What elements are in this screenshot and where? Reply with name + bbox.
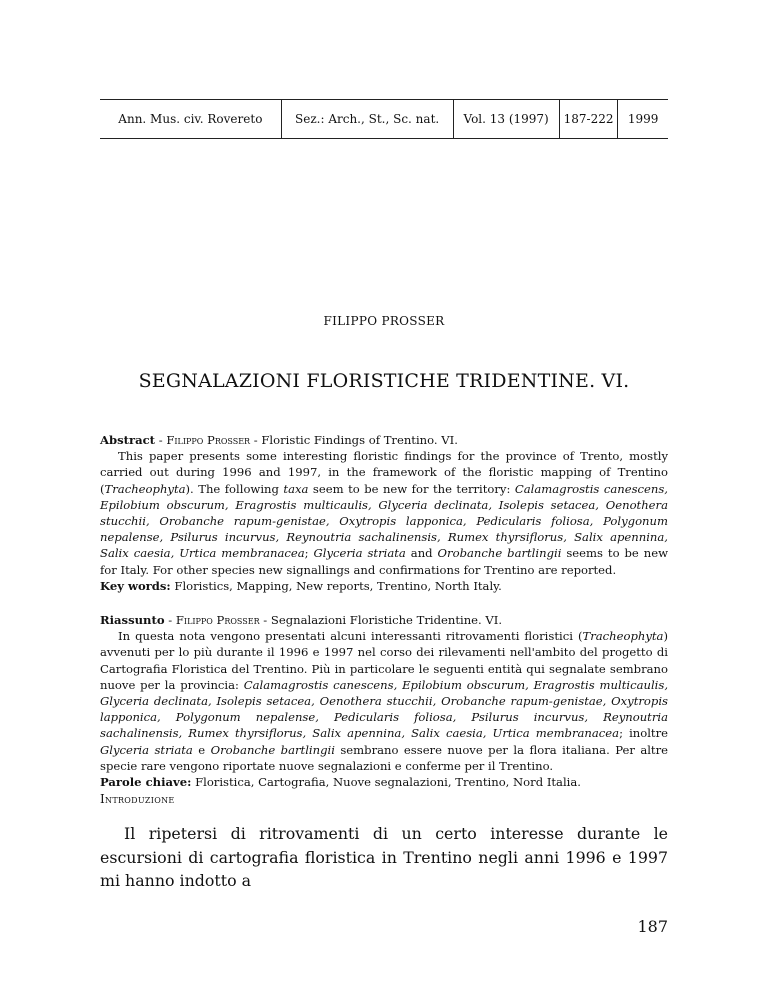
riassunto-italic: Orobanche bartlingii [210, 742, 335, 757]
parole-chiave-label: Parole chiave: [100, 775, 192, 790]
riassunto-text [100, 628, 668, 774]
abstract-italic: Tracheophyta [104, 481, 186, 496]
riassunto-heading-title: Segnalazioni Floristiche Tridentine. VI. [270, 613, 503, 627]
keywords-label: Key words: [100, 578, 171, 593]
abstract-part: seems to be new for Italy. For other species new signallings and confirmations for Trentino are reported. [100, 546, 668, 577]
abstract-label: Abstract [100, 433, 156, 447]
journal-name: Ann. Mus. civ. Rovereto [100, 100, 282, 138]
riassunto-author: Filippo Prosser [175, 613, 260, 627]
abstract-part: ). The following [185, 481, 284, 496]
abstract-part: This paper presents some interesting floristic findings for the province of Trento, mostly carried out during 1996 and 1997, in the framework of the floristic mapping of Trentino ( [100, 449, 668, 496]
abstract-text [100, 448, 668, 578]
riassunto-part: In questa nota vengono presentati alcuni interessanti ritrovamenti floristici ( [118, 629, 583, 644]
riassunto-italic: Tracheophyta [582, 629, 664, 644]
section-heading-introduzione: Introduzione [100, 792, 175, 806]
abstract-part: seem to be new for the territory: [308, 481, 515, 496]
abstract-italic: taxa [283, 481, 309, 496]
riassunto-part: sembrano essere nuove per la flora italiana. Per altre specie rare vengono riportate nuove segnalazioni e conferme per il Trentino. [100, 742, 668, 773]
riassunto-keywords [100, 774, 668, 790]
keywords-text: Floristics, Mapping, New reports, Trentino, North Italy. [174, 578, 502, 593]
journal-volume: Vol. 13 (1997) [454, 100, 560, 138]
abstract-part: ; [304, 546, 314, 561]
parole-chiave-text: Floristica, Cartografia, Nuove segnalazioni, Trentino, Nord Italia. [195, 775, 581, 790]
intro-paragraph: Il ripetersi di ritrovamenti di un certo interesse durante le escursioni di cartografia floristica in Trentino negli anni 1996 e 1997 mi hanno indotto a [100, 824, 668, 890]
abstract-part: and [405, 546, 438, 561]
riassunto-label: Riassunto [100, 613, 165, 627]
riassunto-part: ; inoltre [619, 726, 668, 741]
journal-section: Sez.: Arch., St., Sc. nat. [282, 100, 454, 138]
abstract-species-list: Calamagrostis canescens, Epilobium obscurum, Eragrostis multicaulis, Glyceria declinata, Isolepis setacea, Oenothera stucchii, Orobanche rapum-genistae, Oxytropis lapponica, Pedicularis foliosa, Polygonum nepalense, Psilurus incurvus, Reynoutria sachalinensis, Rumex thyrsiflorus, Salix apennina, Salix caesia, Urtica membranacea [100, 481, 668, 561]
journal-year: 1999 [627, 112, 659, 126]
paper-author: FILIPPO PROSSER [323, 314, 445, 328]
riassunto-italic: Glyceria striata [100, 742, 193, 757]
journal-pages: 187-222 [560, 100, 619, 138]
riassunto-part: e [192, 742, 211, 757]
page-number: 187 [637, 917, 668, 936]
journal-header-table [100, 99, 668, 139]
riassunto-part: ) avvenuti per lo più durante il 1996 e 1997 nel corso dei rilevamenti nell'ambito del progetto di Cartografia Floristica del Trentino. Più in particolare le seguenti entità qui segnalate sembrano nuove per la provincia: [100, 629, 668, 692]
paper-title: SEGNALAZIONI FLORISTICHE TRIDENTINE. VI. [138, 370, 630, 392]
abstract-block [100, 432, 668, 594]
abstract-author: Filippo Prosser [166, 433, 251, 447]
riassunto-species-list: Calamagrostis canescens, Epilobium obscurum, Eragrostis multicaulis, Glyceria declinata, Isolepis setacea, Oenothera stucchii, Orobanche rapum-genistae, Oxytropis lapponica, Polygonum nepalense, Pedicularis foliosa, Psilurus incurvus, Reynoutria sachalinensis, Rumex thyrsiflorus, Salix apennina, Salix caesia, Urtica membranacea [100, 677, 669, 741]
riassunto-heading: Riassunto - Filippo Prosser - Segnalazioni Floristiche Tridentine. VI. [100, 613, 503, 627]
abstract-heading: Abstract - Filippo Prosser - Floristic Findings of Trentino. VI. [100, 433, 458, 447]
abstract-italic: Orobanche bartlingii [437, 546, 562, 561]
abstract-italic: Glyceria striata [313, 546, 406, 561]
abstract-keywords [100, 578, 668, 594]
abstract-heading-title: Floristic Findings of Trentino. VI. [261, 433, 458, 447]
riassunto-block [100, 612, 668, 790]
